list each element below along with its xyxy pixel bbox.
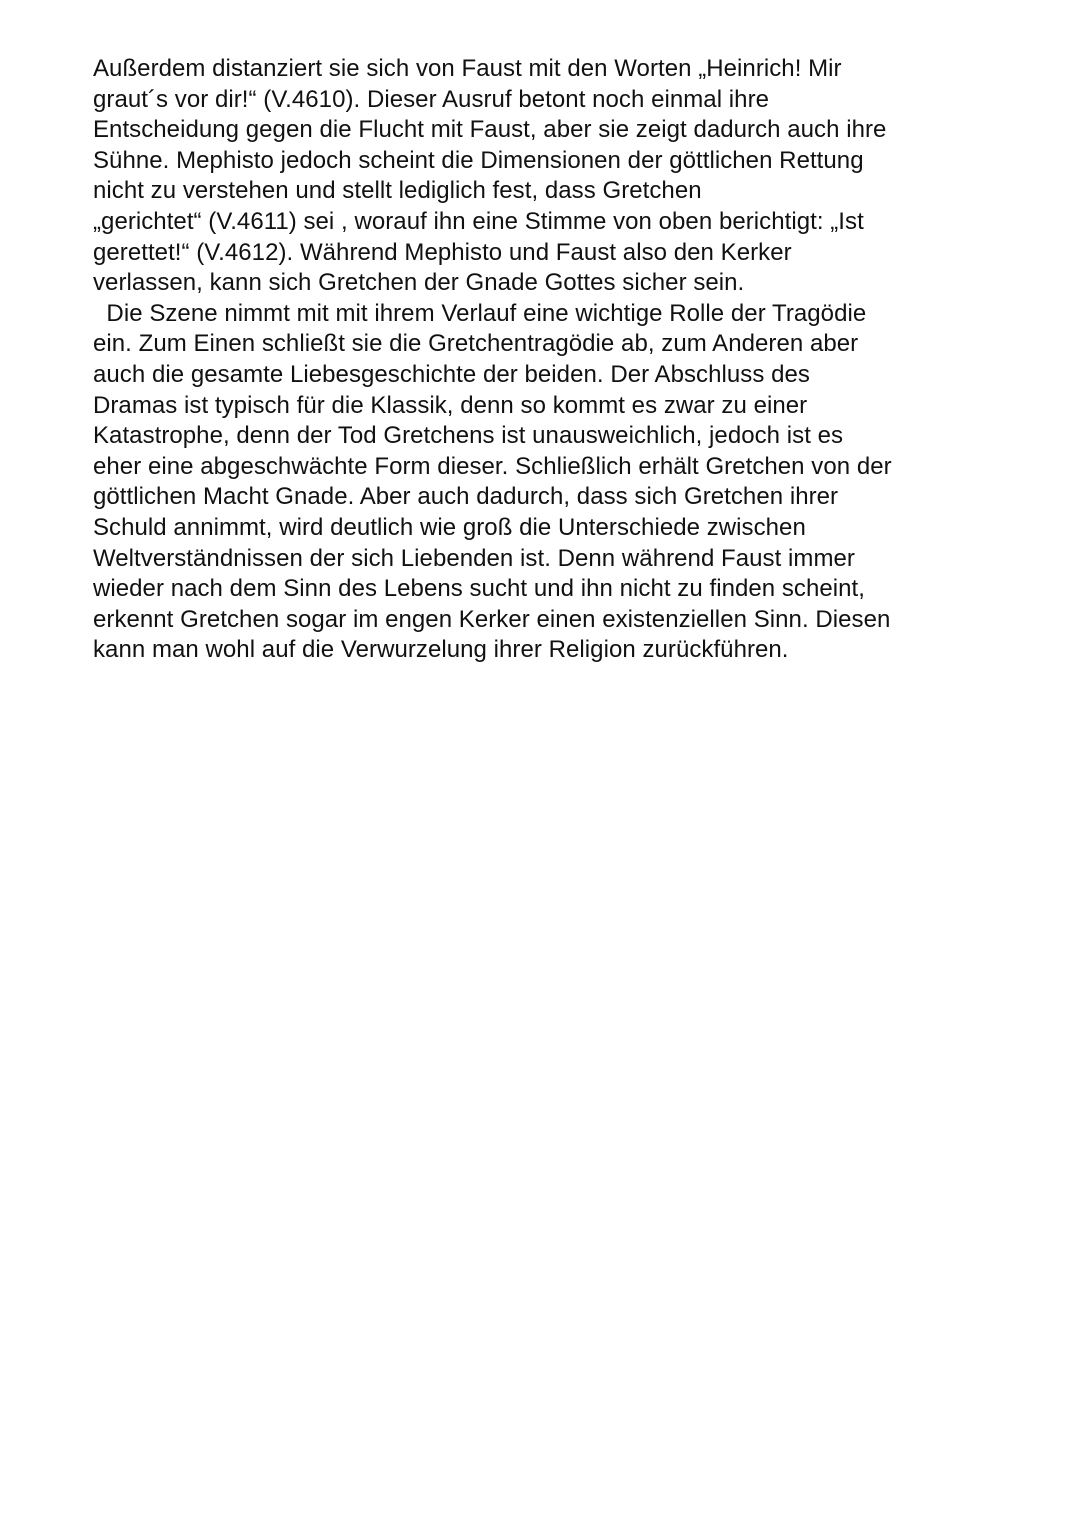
text-line: Außerdem distanziert sie sich von Faust mit den Worten „Heinrich! Mir [93,55,842,82]
text-line: ein. Zum Einen schließt sie die Gretchentragödie ab, zum Anderen aber [93,330,859,358]
text-line: Katastrophe, denn der Tod Gretchens ist unausweichlich, jedoch ist es [93,422,844,450]
text-line: Schuld annimmt, wird deutlich wie groß die Unterschiede zwischen [93,513,806,541]
text-line: nicht zu verstehen und stellt lediglich fest, dass Gretchen [93,177,702,205]
text-line: Die Szene nimmt mit mit ihrem Verlauf eine wichtige Rolle der Tragödie [93,299,867,327]
text-line: Sühne. Mephisto jedoch scheint die Dimensionen der göttlichen Rettung [93,146,864,174]
text-line: Weltverständnissen der sich Liebenden ist. Denn während Faust immer [93,544,855,572]
text-line: gerettet!“ (V.4612). Während Mephisto und Faust also den Kerker [93,238,792,266]
text-line: Entscheidung gegen die Flucht mit Faust, aber sie zeigt dadurch auch ihre [93,116,887,144]
text-line: graut´s vor dir!“ (V.4610). Dieser Ausruf betont noch einmal ihre [93,85,770,113]
body-text [93,54,993,666]
text-line: kann man wohl auf die Verwurzelung ihrer Religion zurückführen. [93,636,789,664]
text-line: verlassen, kann sich Gretchen der Gnade Gottes sicher sein. [93,269,745,297]
text-line: „gerichtet“ (V.4611) sei , worauf ihn eine Stimme von oben berichtigt: „Ist [93,207,864,235]
text-line: göttlichen Macht Gnade. Aber auch dadurch, dass sich Gretchen ihrer [93,483,839,511]
text-line: erkennt Gretchen sogar im engen Kerker einen existenziellen Sinn. Diesen [93,605,891,633]
text-line: eher eine abgeschwächte Form dieser. Schließlich erhält Gretchen von der [93,452,892,480]
text-line: auch die gesamte Liebesgeschichte der beiden. Der Abschluss des [93,360,810,388]
text-line: Dramas ist typisch für die Klassik, denn so kommt es zwar zu einer [93,391,808,419]
text-line: wieder nach dem Sinn des Lebens sucht und ihn nicht zu finden scheint, [93,575,865,603]
